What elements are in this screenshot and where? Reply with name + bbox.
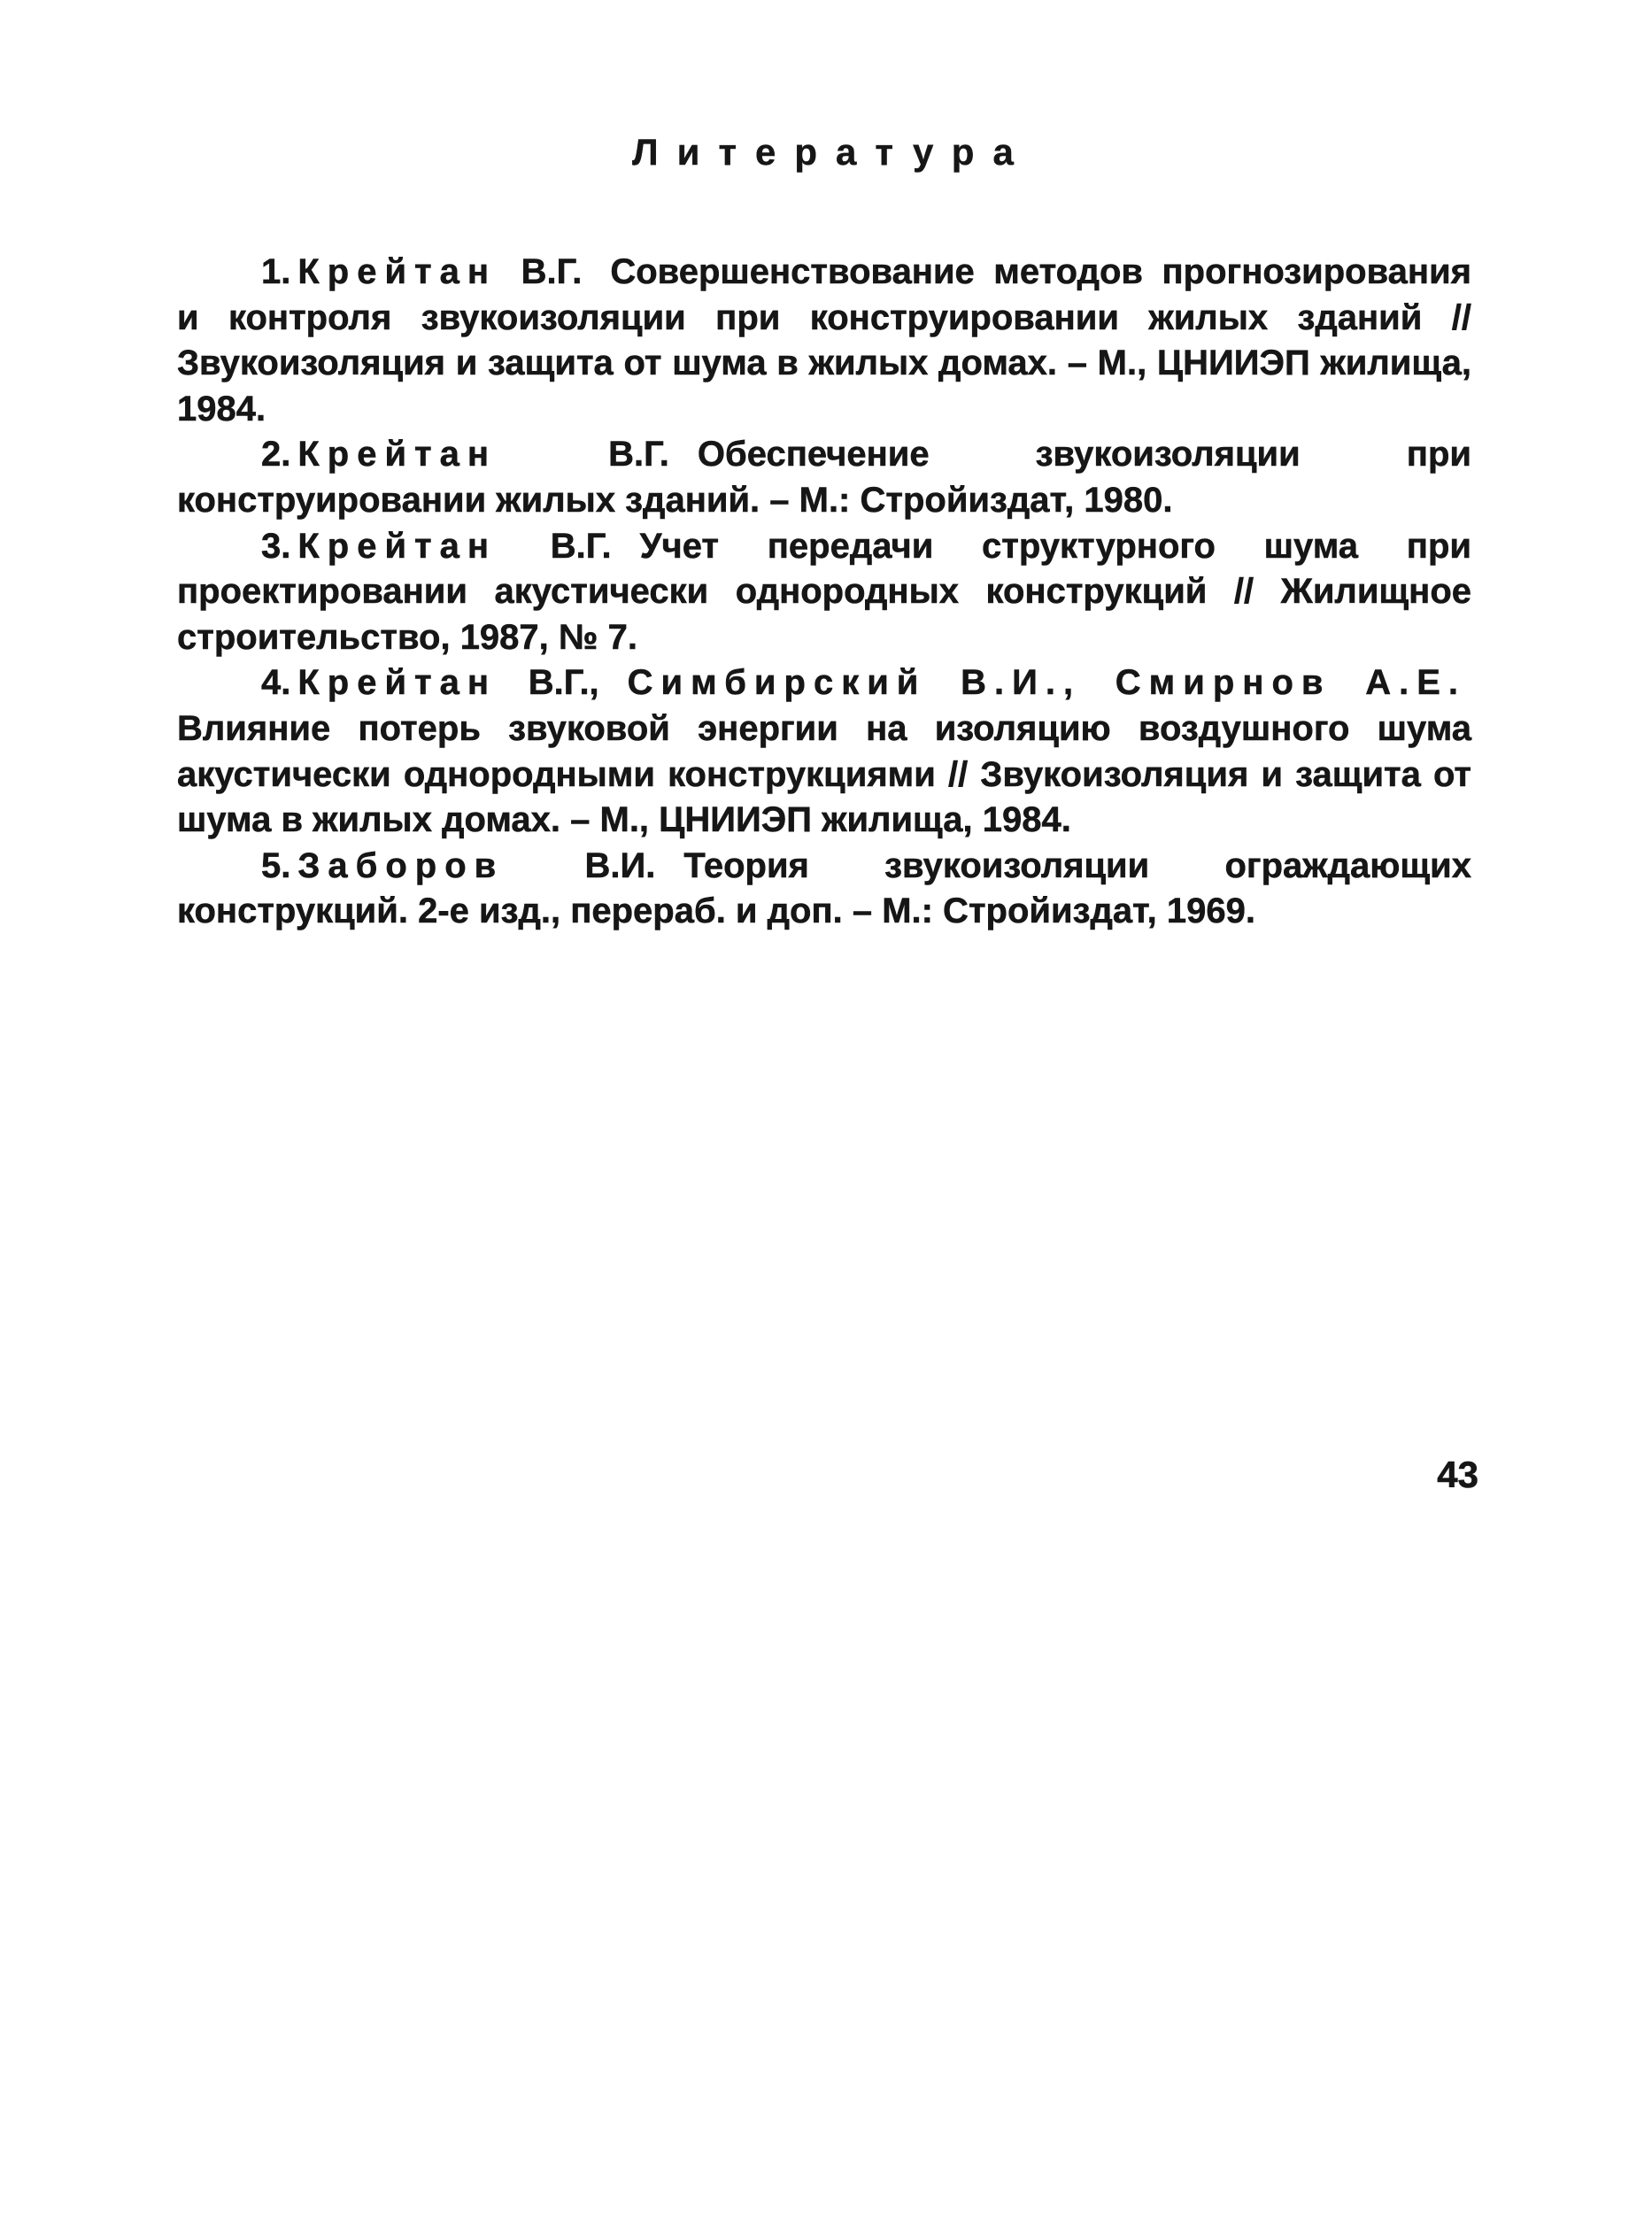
reference-list — [177, 250, 1471, 935]
reference-item-1 — [177, 250, 1471, 432]
reference-number: 2. — [261, 435, 291, 475]
reference-author: Крейтан — [297, 526, 498, 566]
reference-initials: В.Г. — [608, 435, 669, 475]
reference-author: Крейтан — [297, 663, 498, 703]
reference-item-4 — [177, 660, 1471, 843]
reference-initials: В.Г., — [528, 663, 599, 703]
reference-initials: В.И. — [584, 845, 656, 885]
reference-initials: В.Г. — [521, 252, 583, 291]
reference-number: 3. — [261, 526, 291, 566]
reference-author: Крейтан — [297, 252, 498, 291]
reference-item-5 — [177, 844, 1471, 935]
reference-item-2 — [177, 432, 1471, 523]
reference-number: 5. — [261, 845, 291, 885]
reference-text: Обеспечение звукоизоляции при конструировании жилых зданий. – М.: Стройиздат, 1980. — [177, 435, 1471, 520]
reference-initials: В.Г. — [550, 526, 612, 566]
reference-number: 1. — [261, 252, 291, 291]
reference-number: 4. — [261, 663, 291, 703]
reference-item-3 — [177, 524, 1471, 661]
reference-author: Крейтан — [297, 435, 498, 475]
reference-text: Совершенствование методов прогнозирования и контроля звукоизоляции при конструировании жилых зданий // Звукоизоляция и защита от шума в жилых домах. – М., ЦНИИЭП жилища, 1984. — [177, 252, 1471, 428]
page-heading: Литература — [632, 131, 1032, 173]
page-number: 43 — [1437, 1454, 1478, 1495]
reference-author: Заборов — [297, 845, 505, 885]
reference-coauthors: Симбирский В.И., Смирнов А.Е. — [627, 663, 1466, 703]
reference-text: Влияние потерь звуковой энергии на изоляцию воздушного шума акустически однородными конструкциями // Звукоизоляция и защита от шума в жилых домах. – М., ЦНИИЭП жилища, 1984. — [177, 708, 1471, 840]
reference-text: Теория звукоизоляции ограждающих конструкций. 2-е изд., перераб. и доп. – М.: Стройиздат, 1969. — [177, 845, 1471, 931]
reference-text: Учет передачи структурного шума при проектировании акустически однородных конструкций // Жилищное строительство, 1987, № 7. — [177, 526, 1471, 657]
